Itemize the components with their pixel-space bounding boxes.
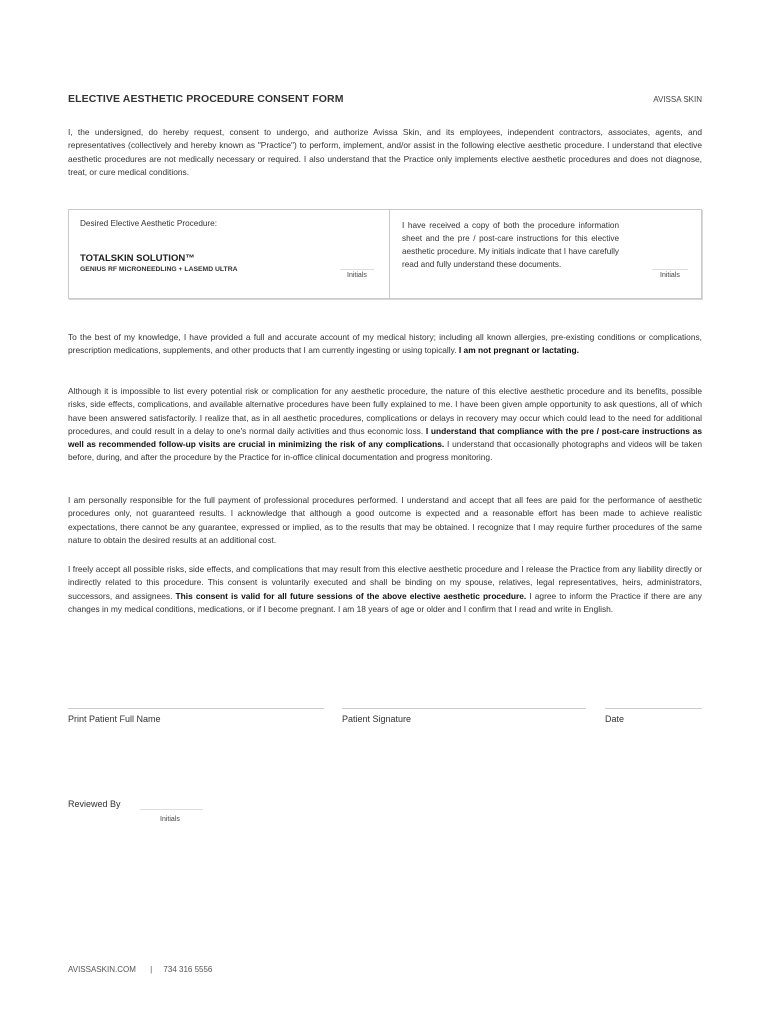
- name-line[interactable]: [68, 708, 324, 709]
- acceptance-paragraph: [68, 563, 702, 616]
- knowledge-paragraph: [68, 331, 702, 358]
- received-copy-text: I have received a copy of both the procedure information sheet and the pre / post-care instructions for this elective aesthetic procedure. My initials indicate that I have carefully read and fully understand these documents.: [402, 221, 619, 269]
- footer-separator: |: [150, 965, 153, 974]
- initials-line-right[interactable]: [652, 269, 688, 270]
- risks-text-1: Although it is impossible to list every potential risk or complication for any aesthetic procedure, the nature of this elective aesthetic procedure and its benefits, possible risks, side effects, complications, and available alternative procedures have been fully explained to me. I have been given ample opportunity to ask questions, all of which have been answered satisfactorily. I realize that, as in all aesthetic procedures, complications or delays in recovery may occur which could lead to the need for additional procedures, and could result in a delay to one's normal daily activities and thus economic loss.: [68, 386, 702, 436]
- knowledge-bold: I am not pregnant or lactating.: [458, 345, 579, 356]
- procedure-label: Desired Elective Aesthetic Procedure:: [80, 219, 217, 228]
- initials-label-right: Initials: [660, 272, 680, 279]
- risks-text-2: I understand that occasionally photographs and videos will be taken before, during, and after the procedure by the Practice for in-office clinical documentation and progress monitoring.: [68, 439, 702, 463]
- knowledge-text: To the best of my knowledge, I have provided a full and accurate account of my medical history; including all known allergies, pre-existing conditions or complications, prescription medications, supplements, and other products that I am currently ingesting or using topically.: [68, 332, 702, 356]
- procedure-subname: GENIUS RF MICRONEEDLING + LASEMD ULTRA: [80, 266, 238, 273]
- payment-paragraph: I am personally responsible for the full payment of professional procedures performed. I understand and accept that all fees are paid for the performance of aesthetic procedures only, not guaranteed results. I acknowledge that although a good outcome is expected and a reasonable effort has been made to achieve realistic expectations, there cannot be any guarantee, expressed or implied, as to the results that may be obtained. I recognize that I may require further procedures of the same nature to obtain the desired results at an additional cost.: [68, 495, 702, 545]
- risks-bold: I understand that compliance with the pre / post-care instructions as well as recommended follow-up visits are crucial in minimizing the risk of any complications.: [68, 425, 702, 450]
- footer-website: AVISSASKIN.COM: [68, 965, 136, 974]
- accept-text-1: I freely accept all possible risks, side effects, and complications that may result from this elective aesthetic procedure and I release the Practice from any liability directly or indirectly related to this procedure. This consent is voluntarily executed and shall be binding on my spouse, relatives, legal representatives, heirs, administrators, successors, and assignees.: [68, 564, 702, 601]
- footer-phone: 734 316 5556: [163, 965, 213, 974]
- print-name-label: Print Patient Full Name: [68, 714, 161, 724]
- reviewed-by-label: Reviewed By: [68, 799, 121, 809]
- reviewed-initials-label: Initials: [160, 816, 180, 823]
- initials-line-left[interactable]: [340, 269, 374, 270]
- initials-label-left: Initials: [347, 272, 367, 279]
- signature-line[interactable]: [342, 708, 586, 709]
- intro-paragraph: I, the undersigned, do hereby request, consent to undergo, and authorize Avissa Skin, and its employees, independent contractors, associates, agents, and representatives (collectively and hereby known as "Practice") to perform, implement, and/or assist in the following elective aesthetic procedure. I understand that elective aesthetic procedures are not medically necessary or required. I also understand that the Practice only implements elective aesthetic procedures and does not diagnose, treat, or cure medical conditions.: [68, 127, 702, 177]
- date-line[interactable]: [605, 708, 702, 709]
- date-label: Date: [605, 714, 625, 724]
- brand-name: AVISSA SKIN: [653, 95, 702, 104]
- footer: [68, 965, 212, 974]
- accept-text-2: I agree to inform the Practice if there are any changes in my medical conditions, medications, or if I become pregnant. I am 18 years of age or older and I confirm that I read and write in English.: [68, 590, 702, 614]
- patient-signature-label: Patient Signature: [342, 714, 412, 724]
- procedure-box-divider: [389, 210, 390, 298]
- form-title: ELECTIVE AESTHETIC PROCEDURE CONSENT FORM: [68, 93, 344, 105]
- risks-paragraph: [68, 385, 702, 465]
- accept-bold: This consent is valid for all future sessions of the above elective aesthetic procedure.: [175, 590, 527, 601]
- reviewed-initials-line[interactable]: [140, 809, 203, 810]
- procedure-name: TOTALSKIN SOLUTION™: [80, 253, 195, 264]
